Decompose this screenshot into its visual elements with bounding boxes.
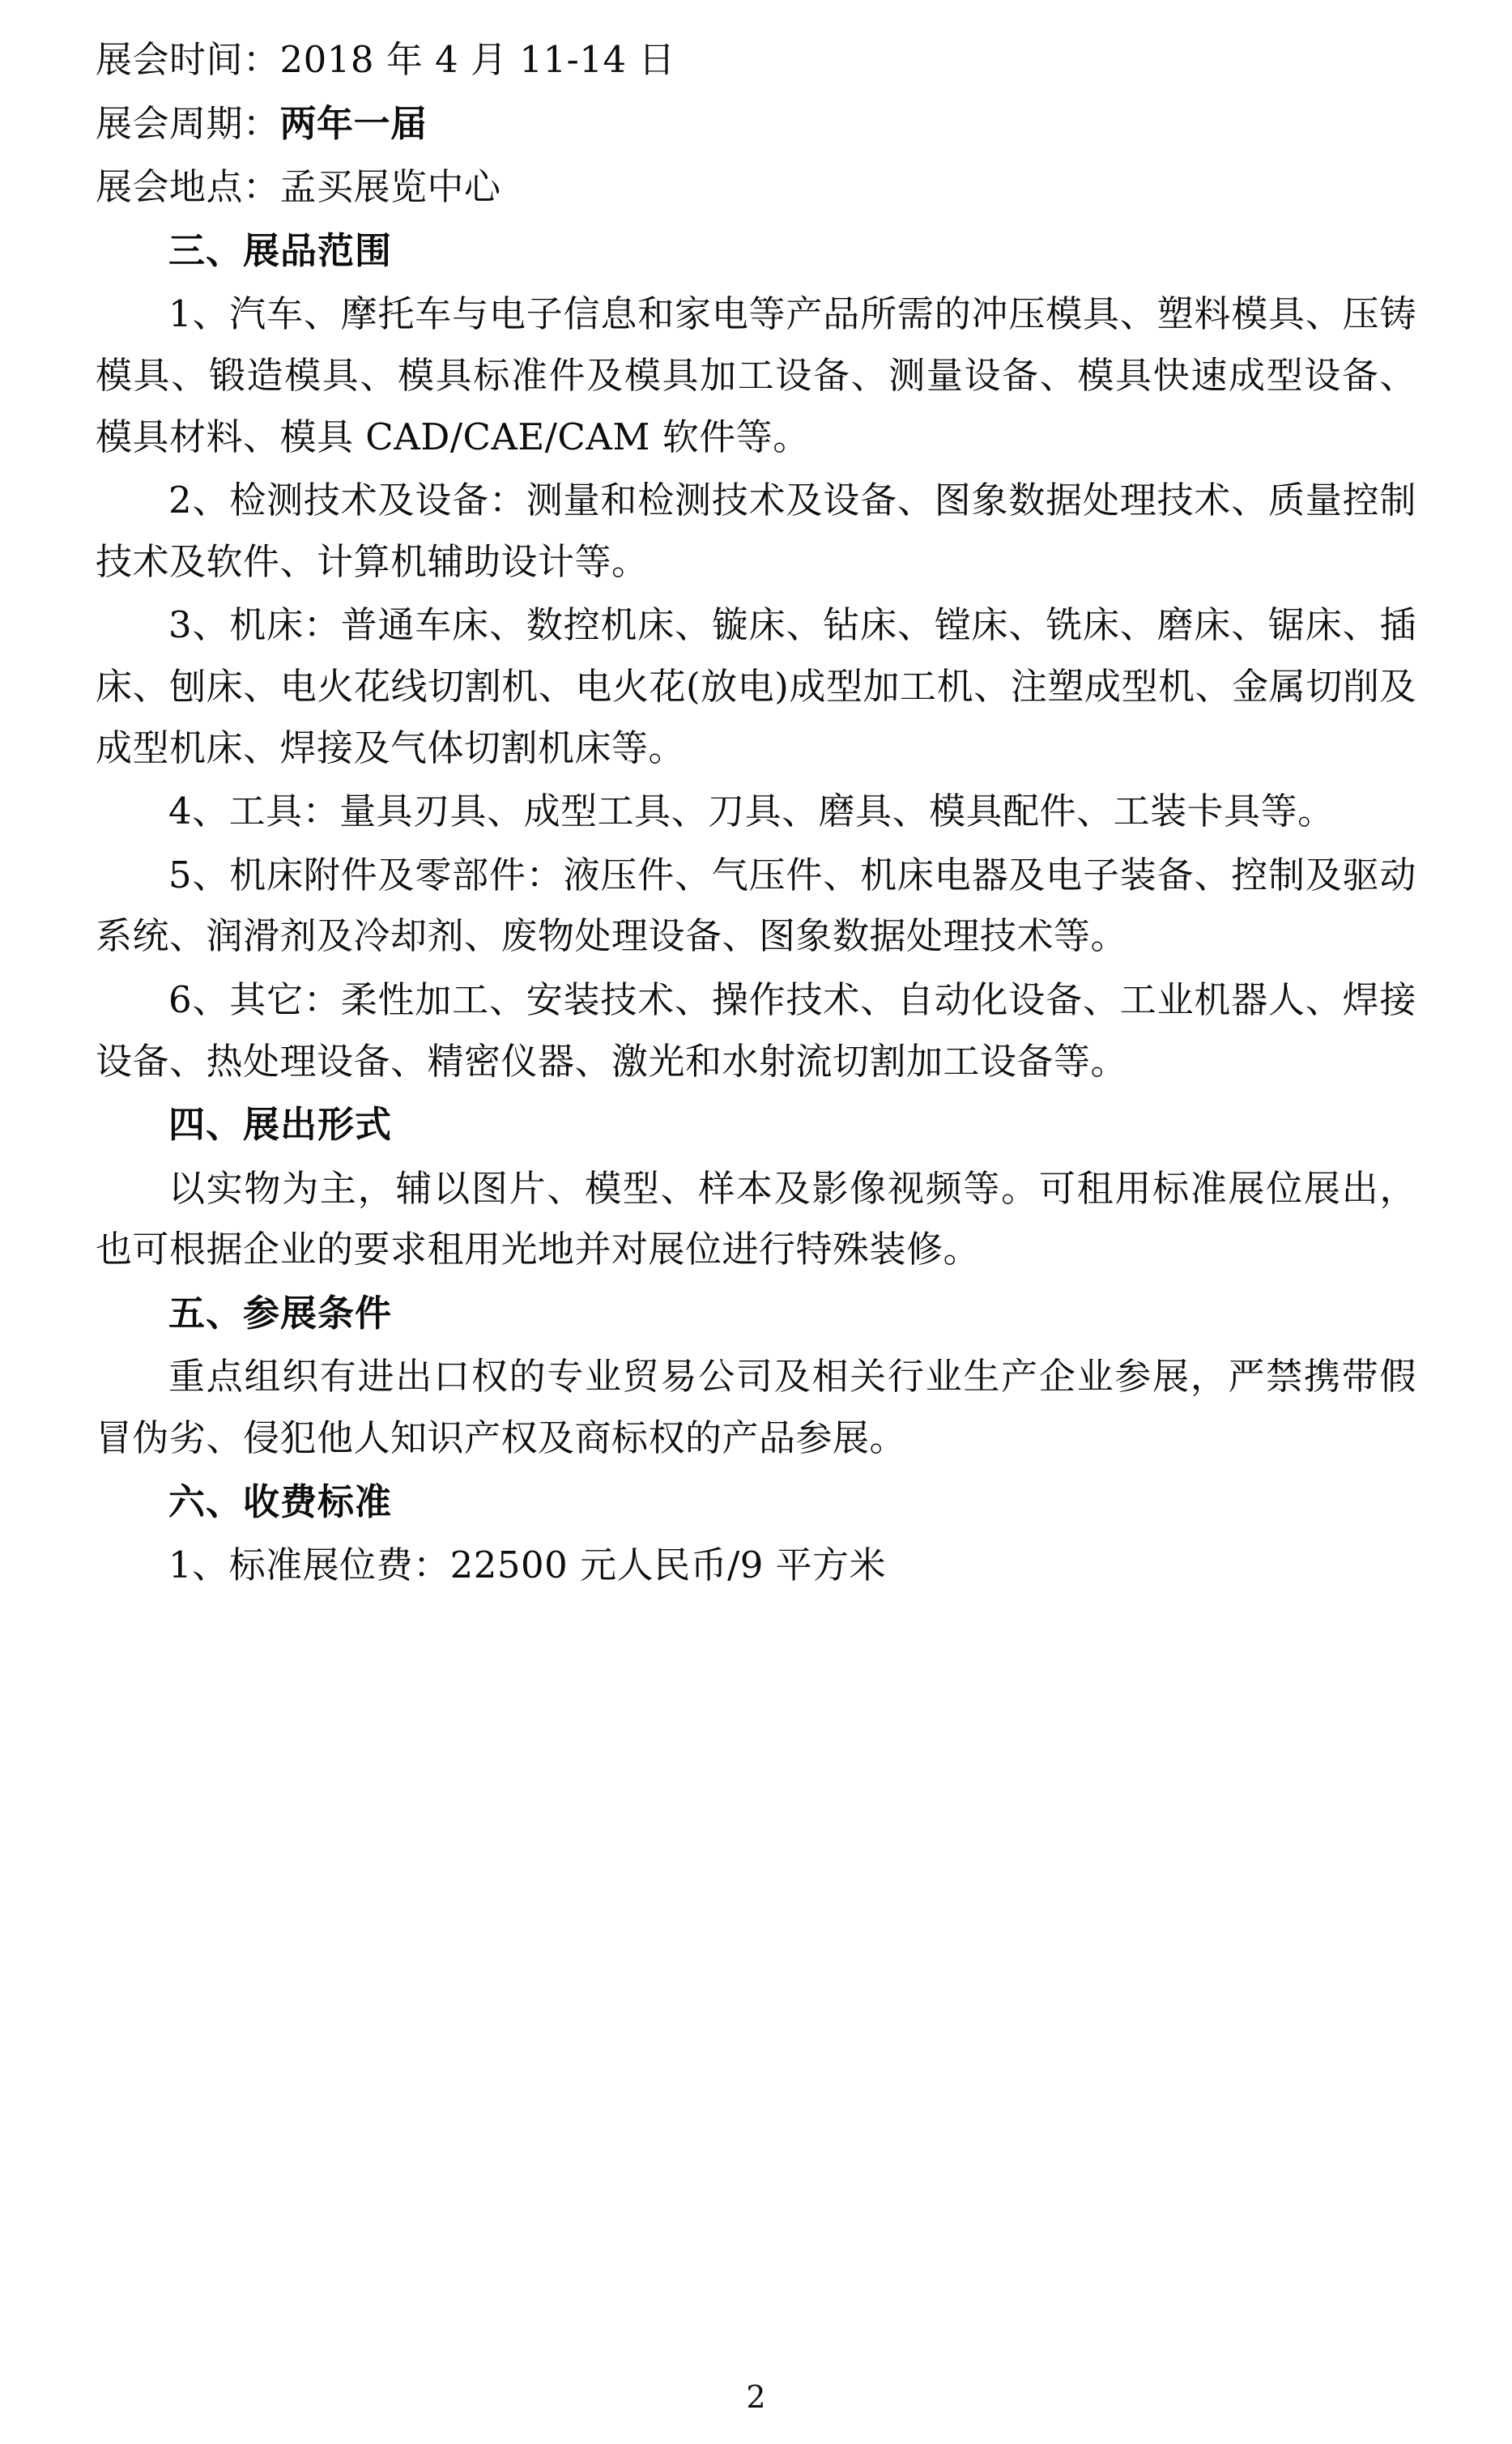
section-heading-exhibition-form: 四、展出形式 — [168, 1103, 393, 1147]
section-heading-exhibit-scope: 三、展品范围 — [168, 228, 393, 272]
exhibit-scope-item-1: 1、汽车、摩托车与电子信息和家电等产品所需的冲压模具、塑料模具、压铸模具、锻造模具、模具标准件及模具加工设备、测量设备、模具快速成型设备、模具材料、模具 CAD/CAE/CAM 软件等。 — [96, 292, 1416, 458]
document-body — [96, 29, 1416, 1596]
exhibition-form-paragraph: 以实物为主，辅以图片、模型、样本及影像视频等。可租用标准展位展出，也可根据企业的要求租用光地并对展位进行特殊装修。 — [96, 1166, 1416, 1271]
exhibition-cycle-label: 展会周期： — [96, 101, 280, 145]
exhibition-date-line — [96, 29, 1416, 91]
exhibition-venue-label: 展会地点： — [96, 165, 280, 209]
exhibition-venue-line — [96, 156, 1416, 218]
exhibition-cycle-value: 两年一届 — [279, 101, 428, 145]
exhibition-cycle-line — [96, 93, 1416, 155]
exhibit-scope-item-6: 6、其它：柔性加工、安装技术、操作技术、自动化设备、工业机器人、焊接设备、热处理设备、精密仪器、激光和水射流切割加工设备等。 — [96, 977, 1416, 1083]
exhibit-scope-item-5: 5、机床附件及零部件：液压件、气压件、机床电器及电子装备、控制及驱动系统、润滑剂及冷却剂、废物处理设备、图象数据处理技术等。 — [96, 853, 1416, 958]
section-heading-participation-conditions: 五、参展条件 — [168, 1291, 393, 1335]
exhibit-scope-item-3: 3、机床：普通车床、数控机床、镟床、钻床、镗床、铣床、磨床、锯床、插床、刨床、电火花线切割机、电火花(放电)成型加工机、注塑成型机、金属切削及成型机床、焊接及气体切割机床等。 — [96, 603, 1416, 769]
exhibition-date-label: 展会时间： — [96, 38, 280, 81]
section-heading-fee-standard: 六、收费标准 — [168, 1480, 393, 1523]
participation-conditions-paragraph: 重点组织有进出口权的专业贸易公司及相关行业生产企业参展，严禁携带假冒伪劣、侵犯他人知识产权及商标权的产品参展。 — [96, 1355, 1416, 1460]
fee-standard-item-1: 1、标准展位费：22500 元人民币/9 平方米 — [168, 1543, 887, 1587]
exhibit-scope-item-4: 4、工具：量具刃具、成型工具、刀具、磨具、模具配件、工装卡具等。 — [168, 790, 1335, 833]
page-number: 2 — [746, 2379, 766, 2415]
exhibition-date-value: 2018 年 4 月 11-14 日 — [279, 38, 675, 81]
exhibition-venue-value: 孟买展览中心 — [279, 165, 501, 209]
exhibit-scope-item-2: 2、检测技术及设备：测量和检测技术及设备、图象数据处理技术、质量控制技术及软件、计算机辅助设计等。 — [96, 479, 1416, 583]
